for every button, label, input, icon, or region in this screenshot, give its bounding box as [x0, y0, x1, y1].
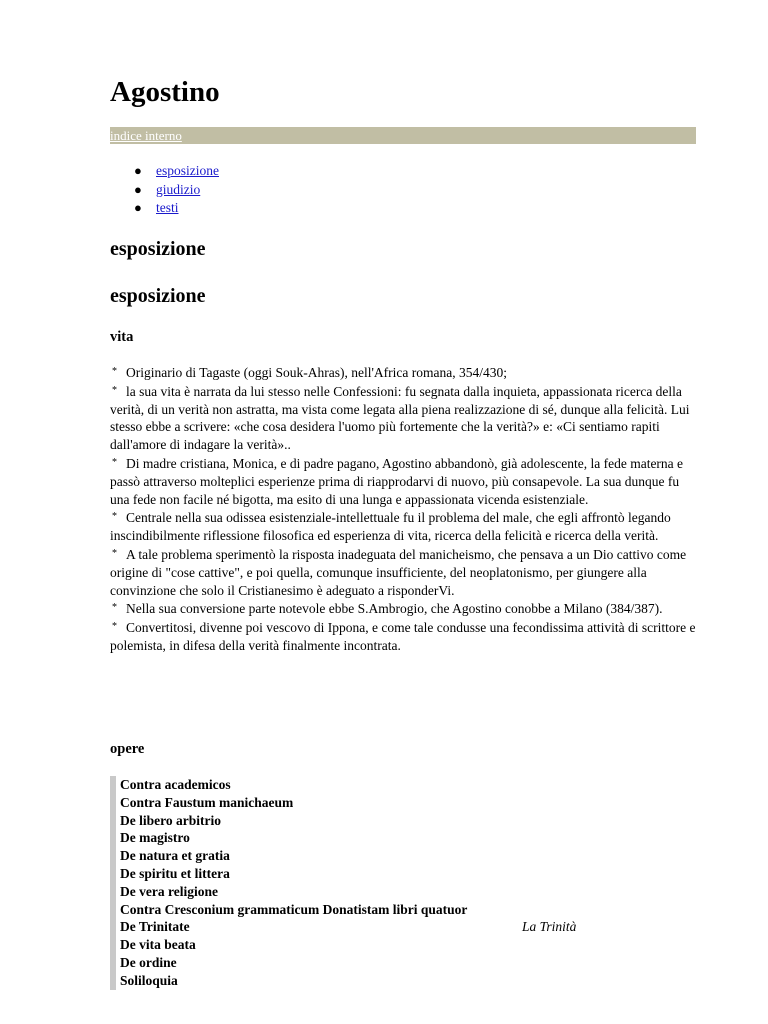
toc-item-testi	[110, 199, 219, 218]
table-row	[116, 829, 702, 847]
star-bullet-icon: *	[112, 511, 117, 523]
vita-text	[110, 363, 696, 655]
vita-item: * Nella sua conversione parte notevole ebbe S.Ambrogio, che Agostino conobbe a Milano (384/387).	[112, 601, 663, 617]
bullet-icon: ●	[134, 181, 142, 197]
work-title: Contra Faustum manichaeum	[120, 794, 294, 810]
table-row	[116, 812, 702, 830]
star-bullet-icon: *	[112, 384, 117, 396]
bullet-icon: ●	[134, 200, 142, 215]
work-title: De natura et gratia	[120, 848, 230, 864]
toc-item-giudizio	[110, 181, 219, 200]
works-table	[110, 776, 702, 990]
work-translation: La Trinità	[522, 919, 577, 935]
star-bullet-icon: *	[112, 456, 117, 468]
table-row	[116, 794, 702, 812]
index-bar	[110, 127, 696, 144]
section-heading: esposizione	[110, 238, 206, 260]
subsection-heading: esposizione	[110, 285, 206, 307]
work-title: De spiritu et littera	[120, 865, 230, 881]
star-bullet-icon: *	[112, 602, 117, 614]
vita-item: * Originario di Tagaste (oggi Souk-Ahras), nell'Africa romana, 354/430;	[112, 365, 508, 380]
work-title: Soliloquia	[120, 972, 178, 988]
work-title: De vita beata	[120, 937, 196, 953]
work-title: De vera religione	[120, 883, 218, 899]
work-title: Contra Cresconium grammaticum Donatistam libri quatuor	[120, 901, 468, 917]
vita-item: * Convertitosi, divenne poi vescovo di Ippona, e come tale condusse una fecondissima attività di scrittore e polemista, in difesa della verità finalmente incontrata.	[110, 620, 696, 653]
star-bullet-icon: *	[112, 621, 117, 633]
work-title: De libero arbitrio	[120, 812, 221, 828]
vita-item: * A tale problema sperimentò la risposta inadeguata del manicheismo, che pensava a un Dio cattivo come origine di "cose cattive", e poi quella, comunque insufficiente, del neoplatonismo, per giungere alla convinzione che solo il Cristianesimo è adeguato a risponderVi.	[110, 546, 687, 598]
work-title: De Trinitate	[120, 919, 190, 935]
vita-item: * la sua vita è narrata da lui stesso nelle Confessioni: fu segnata dalla inquieta, appassionata ricerca della verità, di un verità non astratta, ma vista come legata alla piena realizzazione di sé, dunque alla felicità. Lui stesso ebbe a scrivere: «che cosa desidera l'uomo più fortemente che la verità?» e: «Ci sentiamo rapiti dall'amore di indagare la verità»..	[110, 383, 690, 453]
toc-link-esposizione[interactable]: esposizione	[156, 163, 219, 178]
bullet-icon: ●	[134, 163, 142, 178]
vita-item: * Centrale nella sua odissea esistenziale-intellettuale fu il problema del male, che egli affrontò legando inscindibilmente riflessione filosofica ed esperienza di vita, ricerca della felicità e ricerca della verità.	[110, 510, 671, 544]
work-title: De ordine	[120, 954, 177, 970]
opere-heading: opere	[110, 741, 145, 757]
work-title: Contra academicos	[120, 777, 231, 792]
table-row	[116, 954, 702, 972]
vita-item: * Di madre cristiana, Monica, e di padre pagano, Agostino abbandonò, già adolescente, la fede materna e passò attraverso molteplici esperienze prima di riapprodarvi di nuovo, più consapevole. La sua dunque fu una fede non facile né bigotta, ma esito di una lunga e appassionata vicenda esistenziale.	[110, 455, 684, 507]
star-bullet-icon: *	[112, 547, 117, 559]
index-link[interactable]: indice interno	[110, 128, 182, 143]
star-bullet-icon: *	[112, 366, 117, 377]
table-row	[116, 883, 702, 901]
page-title: Agostino	[110, 76, 220, 108]
table-row	[116, 901, 702, 919]
work-title: De magistro	[120, 830, 190, 846]
toc-link-testi[interactable]: testi	[156, 200, 179, 215]
table-row	[116, 847, 702, 865]
table-row	[116, 936, 702, 954]
table-row	[116, 865, 702, 883]
toc-item-esposizione	[110, 162, 219, 181]
table-row	[116, 972, 702, 990]
vita-heading: vita	[110, 329, 134, 345]
table-row	[116, 776, 702, 794]
toc-link-giudizio[interactable]: giudizio	[156, 181, 201, 197]
table-row	[116, 918, 702, 936]
table-of-contents	[110, 162, 219, 218]
